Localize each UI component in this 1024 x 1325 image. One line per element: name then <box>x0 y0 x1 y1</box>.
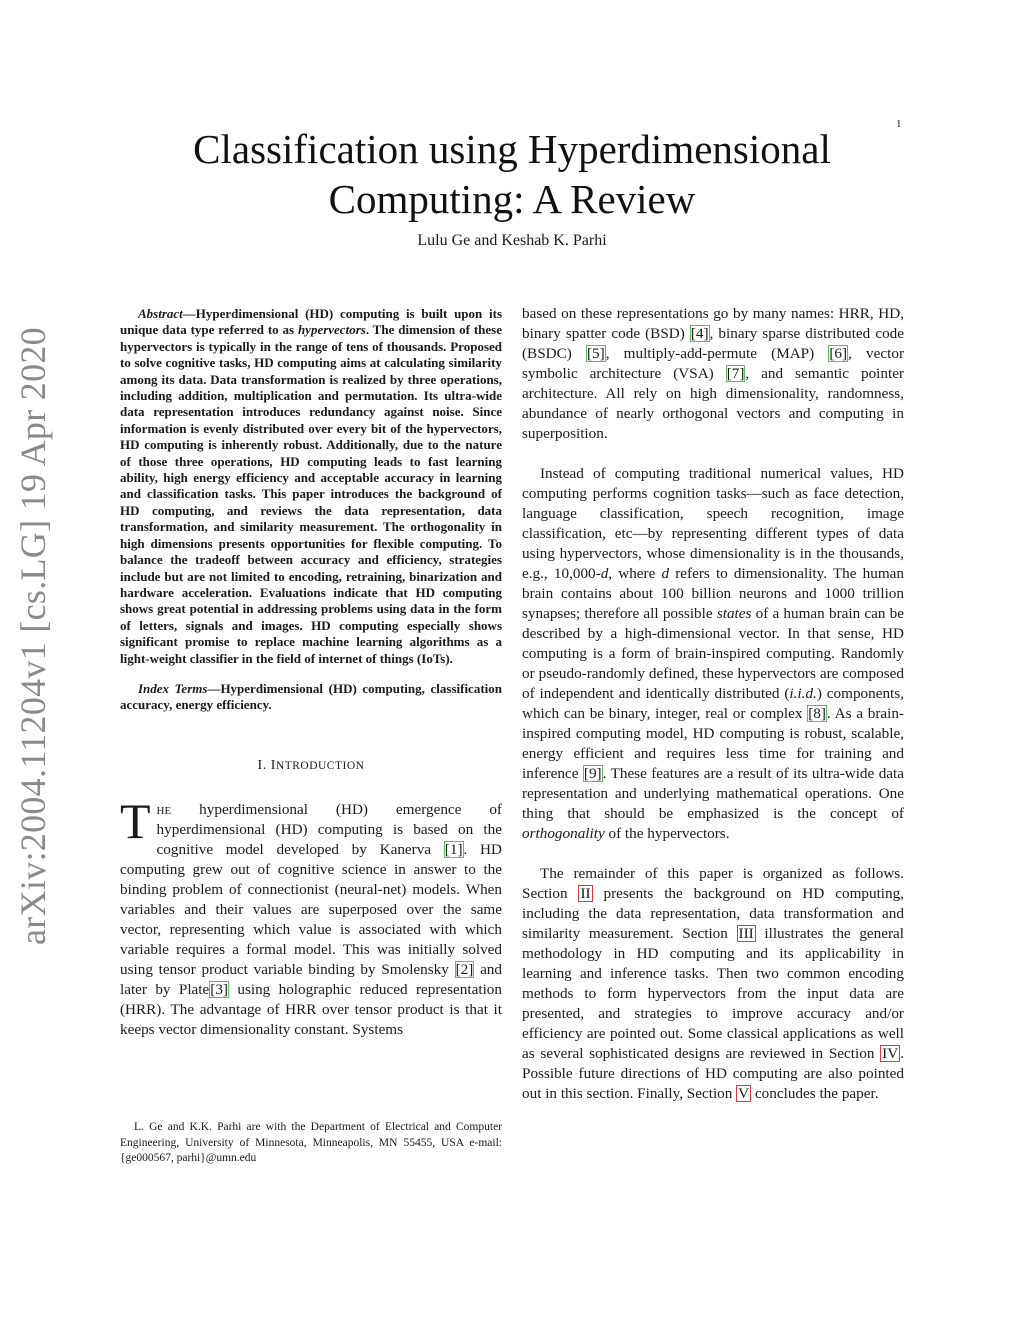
introduction-paragraph <box>120 792 502 1040</box>
intro-text-3: and later by Plate <box>120 960 502 998</box>
intro-text-2: . HD computing grew out of cognitive science in answer to the binding problem of connectionist (neural-net) models. When variables and their values are superposed over the same vector, representing which value is associated with which variable requires a formal model. This was initially solved using tensor product variable binding by Smolensky <box>120 840 502 978</box>
text-run: ) components, which can be binary, integer, real or complex <box>522 685 904 722</box>
text-run: , where <box>608 565 662 582</box>
text-run: refers to dimensionality. The human brain contains about 100 billion neurons and 1000 trillion synapses; therefore all possible <box>522 565 904 622</box>
paper-title <box>0 124 1024 224</box>
math-symbol: d <box>600 565 609 582</box>
emphasis: states <box>716 605 752 622</box>
text-run: of the hypervectors. <box>604 825 730 842</box>
citation-link[interactable]: [9] <box>583 765 602 782</box>
text-run: based on these representations go by many names: HRR, HD, binary spatter code (BSD) <box>522 305 904 342</box>
abstract-part-1: —Hyperdimensional (HD) computing is built upon its unique data type referred to as <box>120 306 502 338</box>
math-symbol: i.i.d. <box>789 685 817 702</box>
paragraph-organization <box>522 864 904 1104</box>
index-terms-text: —Hyperdimensional (HD) computing, classification accuracy, energy efficiency. <box>120 680 502 713</box>
citation-link[interactable]: [7] <box>726 365 745 382</box>
left-column <box>120 306 502 1040</box>
text-run: concludes the paper. <box>751 1085 879 1102</box>
abstract-emphasis: hypervectors <box>297 322 366 338</box>
text-run: presents the background on HD computing, including the data representation, data transformation and similarity measurement. Section <box>522 885 904 942</box>
arxiv-stamp-text: arXiv:2004.11204v1 [cs.LG] 19 Apr 2020 <box>13 327 53 945</box>
intro-text-1: hyperdimensional (HD) emergence of hyperdimensional (HD) computing is based on the cognitive model developed by Kanerva <box>156 800 502 858</box>
text-run: , multiply-add-permute (MAP) <box>605 345 829 362</box>
section-heading-introduction <box>120 758 502 774</box>
text-run: Instead of computing traditional numerical values, HD computing performs cognition tasks—such as face detection, language classification, speech recognition, image classification, etc—by representing different types of data using hypervectors, whose dimensionality is in the thousands, e.g., 10,000- <box>522 465 904 582</box>
citation-link[interactable]: [4] <box>690 325 709 342</box>
text-run: . These features are a result of its ultra-wide data representation and underlying mathematical operations. One thing that should be emphasized is the concept of <box>522 765 904 822</box>
text-run: . As a brain-inspired computing model, HD computing is robust, scalable, energy efficient and requires less time for training and inference <box>522 705 904 782</box>
text-run: The remainder of this paper is organized as follows. Section <box>522 865 904 902</box>
title-line-2: Computing: A Review <box>328 176 696 222</box>
abstract <box>120 306 502 667</box>
citation-link[interactable]: [8] <box>808 705 826 722</box>
text-run: . Possible future directions of HD computing are also pointed out in this section. Finally, Section <box>522 1045 904 1102</box>
index-terms <box>120 681 502 714</box>
right-column <box>522 304 904 1104</box>
citation-link[interactable]: [5] <box>586 345 605 362</box>
text-run: , binary sparse distributed code (BSDC) <box>522 325 904 362</box>
section-rest: NTRODUCTION <box>275 759 365 772</box>
abstract-part-2: . The dimension of these hypervectors is typically in the range of tens of thousands. Proposed to solve cognitive tasks, HD computing aims at calculating similarity among its data. Data transformation is realized by three operations, including addition, multiplication and permutation. Its ultra-wide data representation introduces redundancy against noise. Since information is evenly distributed over every bit of the hypervectors, HD computing is inherently robust. Additionally, due to the nature of those three operations, HD computing leads to fast learning ability, high energy efficiency and acceptable accuracy in learning and classification tasks. This paper introduces the background of HD computing, and reviews the data representation, data transformation, and similarity measurement. The orthogonality in high dimensions presents opportunities for flexible computing. To balance the tradeoff between accuracy and efficiency, strategies include but are not limited to encoding, retraining, binarization and hardware acceleration. Evaluations indicate that HD computing shows great potential in addressing problems using data in the form of letters, signals and images. HD computing especially shows significant promise to replace machine learning algorithms as a light-weight classifier in the field of internet of things (IoTs). <box>120 322 502 666</box>
section-numeral: I. <box>257 757 271 773</box>
emphasis: orthogonality <box>522 825 605 842</box>
text-run: , vector symbolic architecture (VSA) <box>522 345 905 382</box>
author-footnote: L. Ge and K.K. Parhi are with the Department of Electrical and Computer Engineering, University of Minnesota, Minneapolis, MN 55455, USA e-mail: {ge000567, parhi}@umn.edu <box>120 1121 502 1164</box>
paper-authors: Lulu Ge and Keshab K. Parhi <box>417 232 607 249</box>
citation-link[interactable]: [1] <box>444 840 463 858</box>
abstract-lead: Abstract <box>138 306 183 321</box>
text-run: illustrates the general methodology in HD computing and its applicability in learning and inference tasks. Then two common encoding methods to form hypervectors from the input data are presented, and strategies to improve accuracy and/or efficiency are pointed out. Some classical applications as well as several sophisticated designs are reviewed in Section <box>522 925 905 1062</box>
section-reference-link[interactable]: IV <box>882 1045 899 1062</box>
paragraph-representations <box>522 304 904 444</box>
section-reference-link[interactable]: II <box>580 885 591 902</box>
intro-smallcaps: he <box>156 800 172 818</box>
section-reference-link[interactable]: III <box>738 925 754 942</box>
title-line-1: Classification using Hyperdimensional <box>193 126 831 172</box>
citation-link[interactable]: [6] <box>829 345 848 362</box>
section-reference-link[interactable]: V <box>738 1085 750 1102</box>
citation-link[interactable]: [2] <box>455 960 474 978</box>
section-first-letter: I <box>270 757 276 773</box>
drop-cap: T <box>120 792 151 849</box>
page-number: 1 <box>896 118 902 130</box>
paragraph-hd-computing <box>522 464 904 844</box>
text-run: of a human brain can be described by a high-dimensional vector. In that sense, HD computing is a form of brain-inspired computing. Randomly or pseudo-randomly defined, these hypervectors are composed of independent and identically distributed ( <box>522 605 905 702</box>
index-terms-lead: Index Terms <box>138 680 208 696</box>
citation-link[interactable]: [3] <box>210 980 228 998</box>
intro-text-4: using holographic reduced representation (HRR). The advantage of HRR over tensor product is that it keeps vector dimensionality constant. Systems <box>120 980 502 1038</box>
math-symbol: d <box>661 565 670 582</box>
text-run: , and semantic pointer architecture. All rely on high dimensionality, randomness, abundance of nearly orthogonal vectors and computing in superposition. <box>522 365 904 442</box>
